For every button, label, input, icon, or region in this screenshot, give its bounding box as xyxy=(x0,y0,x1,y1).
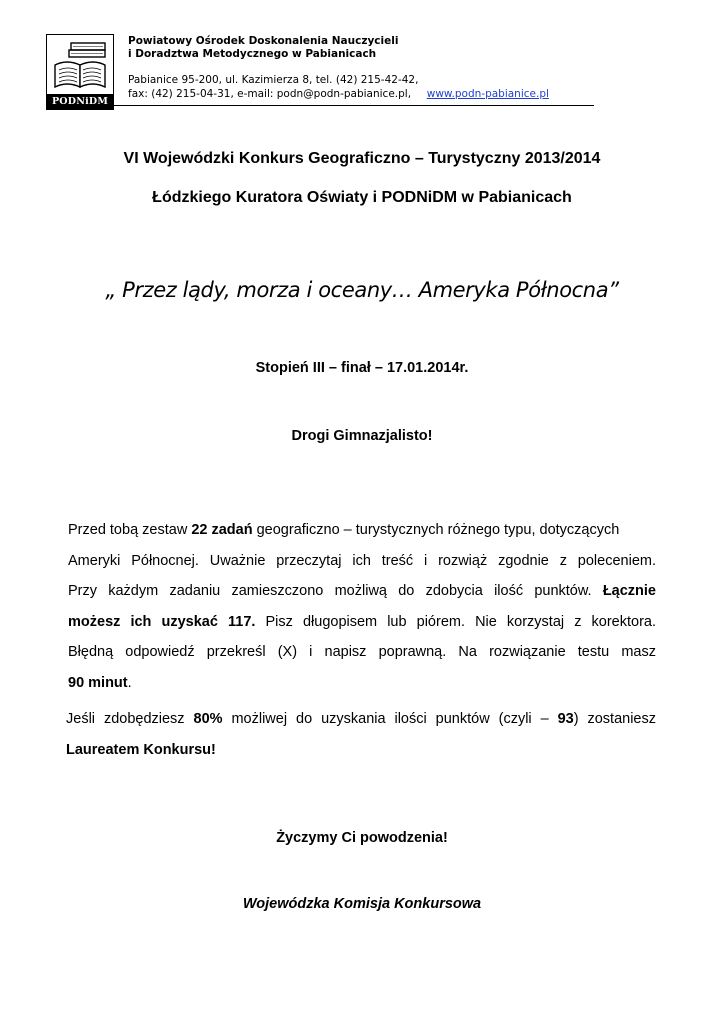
podnidm-logo xyxy=(46,34,114,110)
wishes: Życzymy Ci powodzenia! xyxy=(276,830,448,846)
contest-motto: „ Przez lądy, morza i oceany… Ameryka Północna” xyxy=(105,278,619,302)
org-name-line2: i Doradztwa Metodycznego w Pabianicach xyxy=(128,48,377,60)
instructions-paragraph xyxy=(68,515,656,698)
org-name-line1: Powiatowy Ośrodek Doskonalenia Nauczycieli xyxy=(128,35,399,47)
laureate-line: Laureatem Konkursu! xyxy=(66,741,216,758)
instructions-line: możesz ich uzyskać 117. Pisz długopisem lub piórem. Nie korzystaj z korektora. xyxy=(68,613,656,630)
instructions-line: Przed tobą zestaw 22 zadań geograficzno – turystycznych różnego typu, dotyczących xyxy=(68,522,620,538)
header-divider xyxy=(114,105,594,106)
org-address: Pabianice 95-200, ul. Kazimierza 8, tel. (42) 215-42-42, xyxy=(128,74,419,86)
laureate-paragraph xyxy=(66,704,656,765)
contest-title: VI Wojewódzki Konkurs Geograficzno – Turystyczny 2013/2014 xyxy=(123,150,601,167)
greeting: Drogi Gimnazjalisto! xyxy=(291,428,433,444)
signature: Wojewódzka Komisja Konkursowa xyxy=(242,896,482,912)
instructions-line: Ameryki Północnej. Uważnie przeczytaj ich treść i rozwiąż zgodnie z poleceniem. xyxy=(68,552,656,569)
stage-info: Stopień III – finał – 17.01.2014r. xyxy=(255,360,469,376)
website-link[interactable]: www.podn-pabianice.pl xyxy=(426,88,549,100)
org-contact xyxy=(128,88,549,101)
org-fax-email: fax: (42) 215-04-31, e-mail: podn@podn-pabianice.pl, xyxy=(128,88,412,100)
contest-organizers: Łódzkiego Kuratora Oświaty i PODNiDM w Pabianicach xyxy=(152,189,572,206)
instructions-line: 90 minut. xyxy=(68,674,132,691)
laureate-line: Jeśli zdobędziesz 80% możliwej do uzyskania ilości punktów (czyli – 93) zostaniesz xyxy=(66,711,656,727)
book-icon xyxy=(51,39,109,91)
instructions-line: Przy każdym zadaniu zamieszczono możliwą do zdobycia ilość punktów. Łącznie xyxy=(68,583,656,599)
instructions-line: Błędną odpowiedź przekreśl (X) i napisz poprawną. Na rozwiązanie testu masz xyxy=(68,644,656,660)
logo-text: PODNiDM xyxy=(47,94,113,109)
